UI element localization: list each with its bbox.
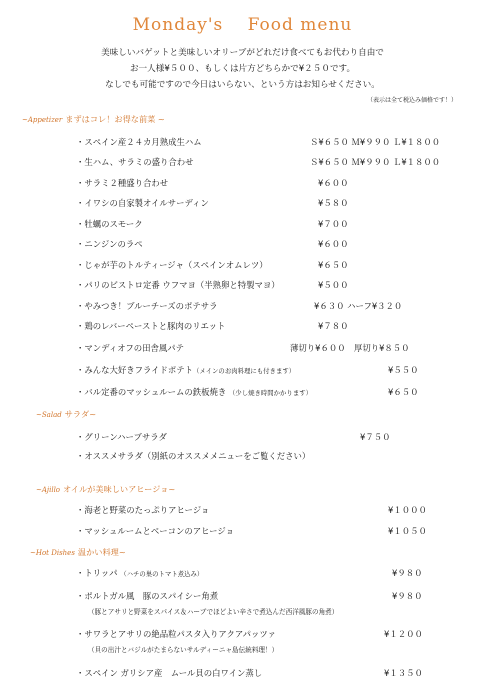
item-name: ・やみつき！ブルーチーズのポテサラ [76, 301, 218, 311]
item-name-text: ・トリッパ [76, 568, 118, 578]
item-name: ・マンディオフの田舎風パテ [76, 343, 184, 353]
item-name: ・牡蠣のスモーク [76, 219, 143, 229]
item-price: ¥６００ [318, 239, 349, 249]
item-name: ・生ハム、サラミの盛り合わせ [76, 157, 194, 167]
item-description: （豚とアサリと野菜をスパイス＆ハーブでほどよい辛さで煮込んだ西洋風豚の角煮） [88, 608, 339, 616]
item-description: （貝の出汁とバジルがたまらないサルディーニャ島伝統料理！） [88, 646, 279, 654]
item-price: ¥６００ [318, 178, 349, 188]
item-price: ¥５５０ [388, 365, 419, 375]
item-name: ・じゃが芋のトルティージャ（スペインオムレツ） [76, 260, 268, 270]
item-name: ・サラミ２種盛り合わせ [76, 178, 169, 188]
section-salad-en: ~Salad [36, 411, 62, 419]
menu-item [0, 628, 485, 642]
item-name-text: ・バル定番のマッシュルームの鉄板焼き [76, 387, 227, 397]
item-price: Ｓ¥６５０ Ｍ¥９９０ Ｌ¥１８００ [310, 137, 441, 147]
item-name: ・スペイン産２４カ月熟成生ハム [76, 137, 202, 147]
item-price: ¥１０５０ [388, 526, 427, 536]
section-hot-jp: 温かい料理~ [77, 547, 126, 557]
item-price: ¥７５０ [360, 432, 391, 442]
menu-item [0, 431, 485, 445]
menu-item [0, 590, 485, 604]
item-note: （ハチの巣のトマト煮込み） [120, 570, 204, 578]
item-name: ・グリーンハーブサラダ [76, 432, 167, 442]
section-ajillo-jp: オイルが美味しいアヒージョ~ [63, 484, 176, 494]
menu-item [0, 364, 485, 378]
item-price: ¥５８０ [318, 198, 349, 208]
item-price: ¥１０００ [388, 505, 427, 515]
tax-note: （表示は全て税込み価格です！） [366, 97, 457, 104]
item-name: ・スペイン ガリシア産 ムール貝の白ワイン蒸し [76, 668, 263, 678]
item-name: ・鶏のレバーペーストと豚肉のリエット [76, 321, 226, 331]
section-ajillo-en: ~Ajillo [36, 486, 61, 494]
item-name [76, 567, 203, 579]
item-name: ・海老と野菜のたっぷりアヒージョ [76, 505, 210, 515]
menu-item [0, 525, 485, 539]
item-price: ¥６５０ [388, 387, 419, 397]
section-appetizer-jp: まずはコレ！お得な前菜 ~ [65, 114, 165, 124]
menu-item [0, 667, 485, 681]
item-price: ¥９８０ [392, 591, 423, 601]
item-price: ¥６３０ ハーフ¥３２０ [314, 301, 403, 311]
item-name: ・サワラとアサリの絶品粒パスタ入りアクアパッツァ [76, 629, 276, 639]
item-name: ・ニンジンのラペ [76, 239, 143, 249]
menu-item [0, 177, 485, 191]
menu-item [0, 156, 485, 170]
menu-item [0, 342, 485, 356]
intro-line-2: お一人様¥５００、もしくは片方どちらかで¥２５０です。 [129, 64, 356, 74]
menu-item [0, 197, 485, 211]
item-note: （少し焼き時間かかります） [228, 389, 312, 397]
menu-item [0, 320, 485, 334]
item-price: ¥１３５０ [384, 668, 423, 678]
item-name: ・マッシュルームとベーコンのアヒージョ [76, 526, 234, 536]
item-price: ¥７８０ [318, 321, 349, 331]
intro-line-1: 美味しいバゲットと美味しいオリーブがどれだけ食べてもお代わり自由で [101, 48, 384, 58]
item-name: ・パリのビストロ定番 ウフマヨ（半熟卵と特製マヨ） [76, 280, 280, 290]
item-note: （メインのお肉料理にも付きます） [193, 367, 296, 375]
item-price: ¥５００ [318, 280, 349, 290]
item-price: ¥７００ [318, 219, 349, 229]
item-price: ¥９８０ [392, 568, 423, 578]
menu-item [0, 218, 485, 232]
item-name [76, 386, 312, 398]
section-appetizer [22, 114, 165, 125]
menu-item [0, 567, 485, 581]
section-salad-jp: サラダ~ [64, 409, 97, 419]
intro-line-3: なしでも可能ですので今日はいらない、という方はお知らせください。 [105, 80, 380, 90]
section-appetizer-en: ~Appetizer [22, 116, 63, 124]
menu-item [0, 300, 485, 314]
menu-title: Monday's Food menu [132, 15, 353, 35]
menu-item [0, 238, 485, 252]
section-hot-dishes [30, 547, 126, 558]
menu-item [0, 450, 485, 464]
section-hot-en: ~Hot Dishes [30, 549, 75, 557]
menu-item [0, 136, 485, 150]
menu-item [0, 386, 485, 400]
item-name: ・オススメサラダ（別紙のオススメメニューをご覧ください） [76, 451, 311, 461]
item-price: 薄切り¥６００ 厚切り¥８５０ [290, 343, 410, 353]
item-name [76, 364, 295, 376]
menu-item [0, 259, 485, 273]
item-price: Ｓ¥６５０ Ｍ¥９９０ Ｌ¥１８００ [310, 157, 441, 167]
menu-item [0, 279, 485, 293]
item-name: ・イワシの自家製オイルサーディン [76, 198, 209, 208]
section-salad [36, 409, 96, 420]
item-price: ¥１２００ [384, 629, 423, 639]
item-name: ・ポルトガル風 豚のスパイシー角煮 [76, 591, 219, 601]
item-price: ¥６５０ [318, 260, 349, 270]
section-ajillo [36, 484, 175, 495]
item-name-text: ・みんな大好きフライドポテト [76, 365, 193, 375]
menu-item [0, 504, 485, 518]
